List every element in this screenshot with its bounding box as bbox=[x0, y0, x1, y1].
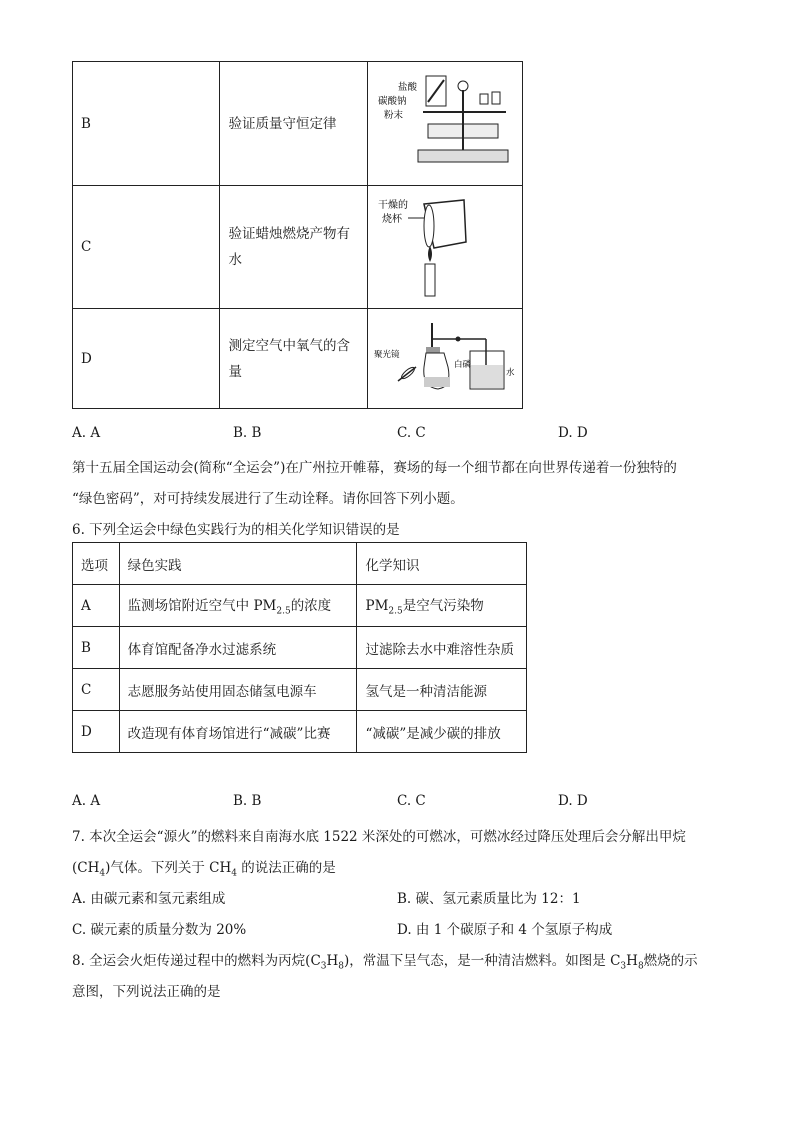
row-option: C bbox=[73, 669, 120, 711]
row-practice: 体育馆配备净水过滤系统 bbox=[119, 627, 357, 669]
row-knowledge: 氢气是一种清洁能源 bbox=[357, 669, 527, 711]
image-cell bbox=[367, 62, 522, 186]
row-option: A bbox=[73, 585, 120, 627]
q7-option-c[interactable]: C. 碳元素的质量分数为 20% bbox=[72, 922, 247, 938]
label-dry: 干燥的 bbox=[377, 200, 408, 211]
header-knowledge: 化学知识 bbox=[357, 543, 527, 585]
oxygen-diagram bbox=[368, 309, 522, 399]
experiment-table bbox=[72, 61, 523, 409]
row-option: B bbox=[73, 627, 120, 669]
question-7-line-1: 7. 本次全运会“源火”的燃料来自南海水底 1522 米深处的可燃冰，可燃冰经过降压处理后会分解出甲烷 bbox=[72, 829, 686, 845]
option-cell: C bbox=[73, 186, 220, 309]
header-practice: 绿色实践 bbox=[119, 543, 357, 585]
row-knowledge: $PM_{2.5}$是空气污染物 bbox=[357, 585, 527, 627]
choice-c[interactable]: C. C bbox=[397, 425, 426, 441]
option-cell: D bbox=[73, 309, 220, 409]
green-practice-table bbox=[72, 542, 527, 753]
content-cell: 验证蜡烛燃烧产物有水 bbox=[220, 186, 368, 309]
question-8-line-1: 8. 全运会火炬传递过程中的燃料为丙烷$(C_3H_8)$，常温下呈气态，是一种清洁燃料。如图是 $C_3H_8$燃烧的示 bbox=[72, 953, 698, 972]
intro-line-2: “绿色密码”，对可持续发展进行了生动诠释。请你回答下列小题。 bbox=[72, 491, 464, 507]
label-beaker: 烧杯 bbox=[381, 214, 402, 225]
row-practice: 志愿服务站使用固态储氢电源车 bbox=[119, 669, 357, 711]
label-na2co3: 碳酸钠 bbox=[377, 96, 407, 107]
choice-b[interactable]: B. B bbox=[233, 793, 262, 809]
content-cell: 验证质量守恒定律 bbox=[220, 62, 368, 186]
choice-d[interactable]: D. D bbox=[558, 793, 588, 809]
label-hcl: 盐酸 bbox=[397, 82, 417, 93]
image-cell bbox=[367, 309, 522, 409]
q7-option-b[interactable]: B. 碳、氢元素质量比为 12：1 bbox=[397, 891, 581, 907]
row-option: D bbox=[73, 711, 120, 753]
question-7-line-2: $(CH_4)$气体。下列关于 $CH_4$ 的说法正确的是 bbox=[72, 860, 336, 879]
choice-c[interactable]: C. C bbox=[397, 793, 426, 809]
row-knowledge: “减碳”是减少碳的排放 bbox=[357, 711, 527, 753]
choice-d[interactable]: D. D bbox=[558, 425, 588, 441]
image-cell bbox=[367, 186, 522, 309]
label-powder: 粉末 bbox=[383, 110, 403, 121]
label-water: 水 bbox=[505, 368, 515, 378]
choice-a[interactable]: A. A bbox=[72, 425, 101, 441]
q7-option-d[interactable]: D. 由 1 个碳原子和 4 个氢原子构成 bbox=[397, 922, 613, 938]
question-6-stem: 6. 下列全运会中绿色实践行为的相关化学知识错误的是 bbox=[72, 522, 400, 538]
candle-diagram bbox=[368, 186, 522, 299]
option-cell: B bbox=[73, 62, 220, 186]
row-practice: 监测场馆附近空气中 $PM_{2.5}$的浓度 bbox=[119, 585, 357, 627]
choice-b[interactable]: B. B bbox=[233, 425, 262, 441]
balance-diagram bbox=[368, 62, 522, 176]
row-practice: 改造现有体育场馆进行“减碳”比赛 bbox=[119, 711, 357, 753]
q7-option-a[interactable]: A. 由碳元素和氢元素组成 bbox=[72, 891, 226, 907]
label-lens: 聚光镜 bbox=[373, 350, 400, 360]
intro-line-1: 第十五届全国运动会(简称“全运会”)在广州拉开帷幕，赛场的每一个细节都在向世界传递着一份独特的 bbox=[72, 460, 677, 476]
question-8-line-2: 意图，下列说法正确的是 bbox=[72, 984, 221, 1000]
content-cell: 测定空气中氧气的含量 bbox=[220, 309, 368, 409]
choice-a[interactable]: A. A bbox=[72, 793, 101, 809]
header-option: 选项 bbox=[73, 543, 120, 585]
row-knowledge: 过滤除去水中难溶性杂质 bbox=[357, 627, 527, 669]
label-phosphorus: 白磷 bbox=[453, 360, 471, 370]
